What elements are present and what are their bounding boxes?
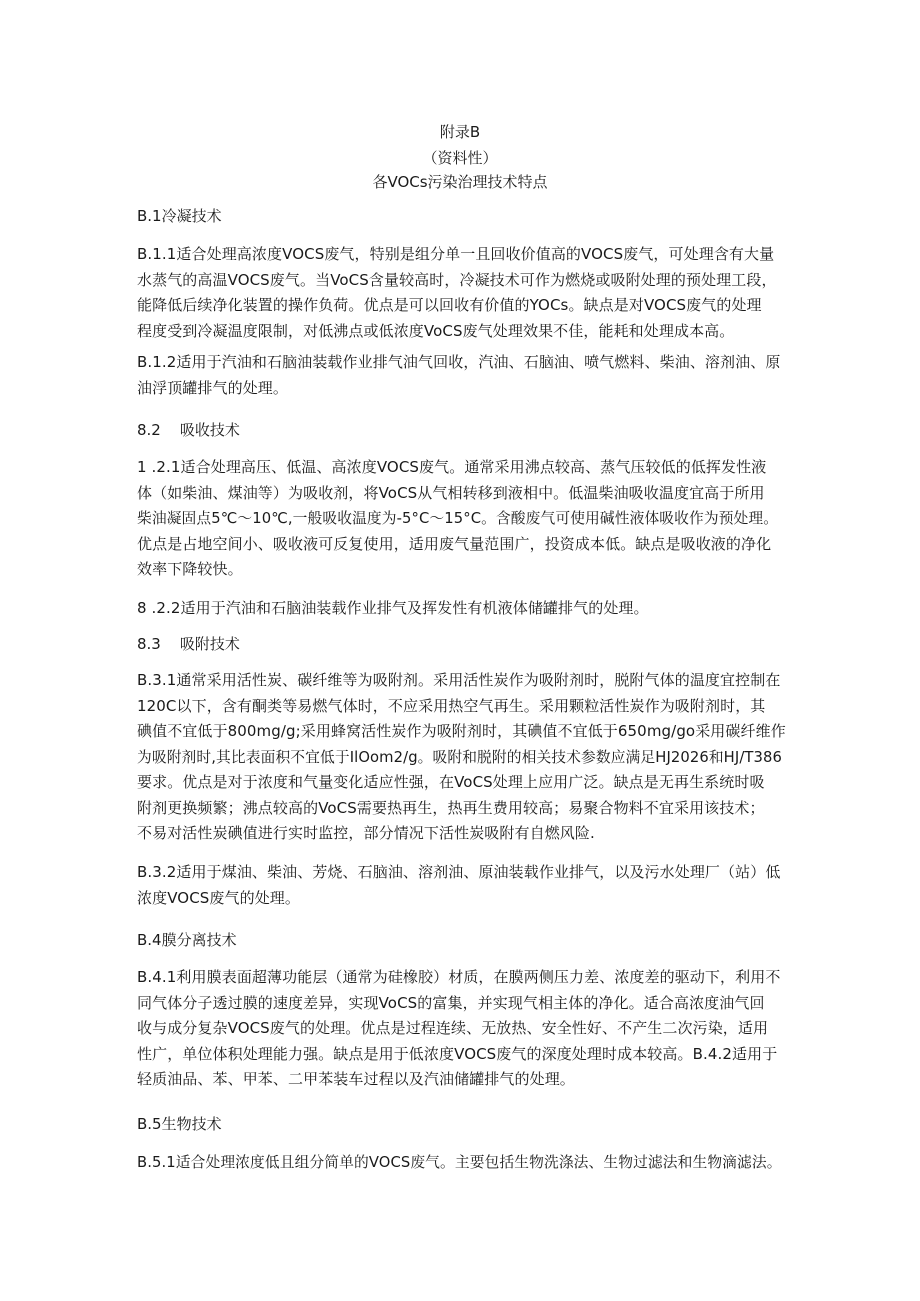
text-line: 收与成分复杂VOCS废气的处理。优点是过程连续、无放热、安全性好、不产生二次污染，适用 (137, 1019, 769, 1037)
text-line: 优点是占地空间小、吸收液可反复使用，适用废气量范围广，投资成本低。缺点是吸收液的净化 (137, 534, 772, 553)
text-line: 要求。优点是对于浓度和气量变化适应性强，在VoCS处理上应用广泛。缺点是无再生系统时吸 (137, 773, 765, 791)
section-heading-b4: B.4膜分离技术 (137, 931, 237, 949)
paragraph-b5-1 (137, 1150, 787, 1176)
paragraph-b1-1 (137, 242, 787, 344)
text-line: 1 .2.1适合处理高压、低温、高浓度VOCS废气。通常采用沸点较高、蒸气压较低的低挥发性液 (137, 458, 767, 476)
appendix-nature: （资料性） (422, 149, 498, 167)
text-line: 为吸附剂时,其比表面积不宜低于IlOom2/g。吸附和脱附的相关技术参数应满足HJ2026和HJ/T386 (137, 748, 782, 766)
appendix-label: 附录B (439, 123, 481, 141)
text-line: 油浮顶罐排气的处理。 (137, 378, 289, 397)
text-line: 效率下降较快。 (137, 560, 243, 578)
paragraph-b4-1 (137, 965, 787, 1093)
text-line: B.5.1适合处理浓度低且组分简单的VOCS废气。主要包括生物洗涤法、生物过滤法和生物滴滤法。 (137, 1154, 782, 1171)
text-line: 程度受到冷凝温度限制，对低沸点或低浓度VoCS废气处理效果不佳，能耗和处理成本高。 (137, 321, 735, 340)
text-line: 8 .2.2适用于汽油和石脑油装载作业排气及挥发性有机液体储罐排气的处理。 (137, 599, 649, 617)
text-line: 柴油凝固点5℃～10℃,一般吸收温度为-5°C～15°C。含酸废气可使用碱性液体吸收作为预处理。 (137, 510, 779, 527)
text-line: 附剂更换频繁；沸点较高的VoCS需要热再生，热再生费用较高；易聚合物料不宜采用该技术； (137, 798, 765, 817)
paragraph-b3-1 (137, 668, 787, 847)
paragraph-b1-2 (137, 350, 787, 401)
text-line: 同气体分子透过膜的速度差异，实现VoCS的富集，并实现气相主体的净化。适合高浓度油气回 (137, 993, 765, 1012)
text-line: 体（如柴油、煤油等）为吸收剂，将VoCS从气相转移到液相中。低温柴油吸收温度宜高于所用 (137, 483, 765, 502)
text-line: B.3.1通常采用活性炭、碳纤维等为吸附剂。采用活性炭作为吸附剂时，脱附气体的温度宜控制在 (137, 671, 781, 689)
paragraph-b2-2 (137, 596, 787, 622)
text-line: 120C以下，含有酮类等易燃气体时，不应采用热空气再生。采用颗粒活性炭作为吸附剂时，其 (137, 696, 766, 715)
text-line: 浓度VOCS废气的处理。 (137, 888, 301, 907)
paragraph-b3-2 (137, 860, 787, 911)
text-line: B.1.1适合处理高浓度VOCS废气，特别是组分单一且回收价值高的VOCS废气，可处理含有大量 (137, 245, 775, 263)
text-line: B.4.1利用膜表面超薄功能层（通常为硅橡胶）材质，在膜两侧压力差、浓度差的驱动下，利用不 (137, 968, 781, 986)
text-line: 水蒸气的高温VOCS废气。当VoCS含量较高时，冷凝技术可作为燃烧或吸附处理的预处理工段， (137, 270, 777, 289)
text-line: 碘值不宜低于800mg∕g;采用蜂窝活性炭作为吸附剂时，其碘值不宜低于650mg/go采用碳纤维作 (137, 722, 786, 740)
page-title: 各VOCs污染治理技术特点 (372, 173, 548, 191)
section-heading-b5: B.5生物技术 (137, 1115, 222, 1133)
text-line: 轻质油品、苯、甲苯、二甲苯装车过程以及汽油储罐排气的处理。 (137, 1070, 575, 1088)
text-line: 不易对活性炭碘值进行实时监控，部分情况下活性炭吸附有自燃风险. (137, 824, 595, 842)
text-line: 能降低后续净化装置的操作负荷。优点是可以回收有价值的YOCs。缺点是对VOCS废气的处理 (137, 296, 762, 314)
text-line: 性广，单位体积处理能力强。缺点是用于低浓度VOCS废气的深度处理时成本较高。B.4.2适用于 (137, 1044, 778, 1063)
section-heading-b1: B.1冷凝技术 (137, 207, 222, 225)
text-line: B.3.2适用于煤油、柴油、芳烧、石脑油、溶剂油、原油装载作业排气，以及污水处理厂（站）低 (137, 863, 781, 881)
paragraph-b2-1 (137, 455, 787, 583)
section-heading-b3: 8.3 吸附技术 (137, 635, 240, 653)
section-heading-b2: 8.2 吸收技术 (137, 421, 240, 439)
text-line: B.1.2适用于汽油和石脑油装载作业排气油气回收，汽油、石脑油、喷气燃料、柴油、溶剂油、原 (137, 353, 781, 371)
